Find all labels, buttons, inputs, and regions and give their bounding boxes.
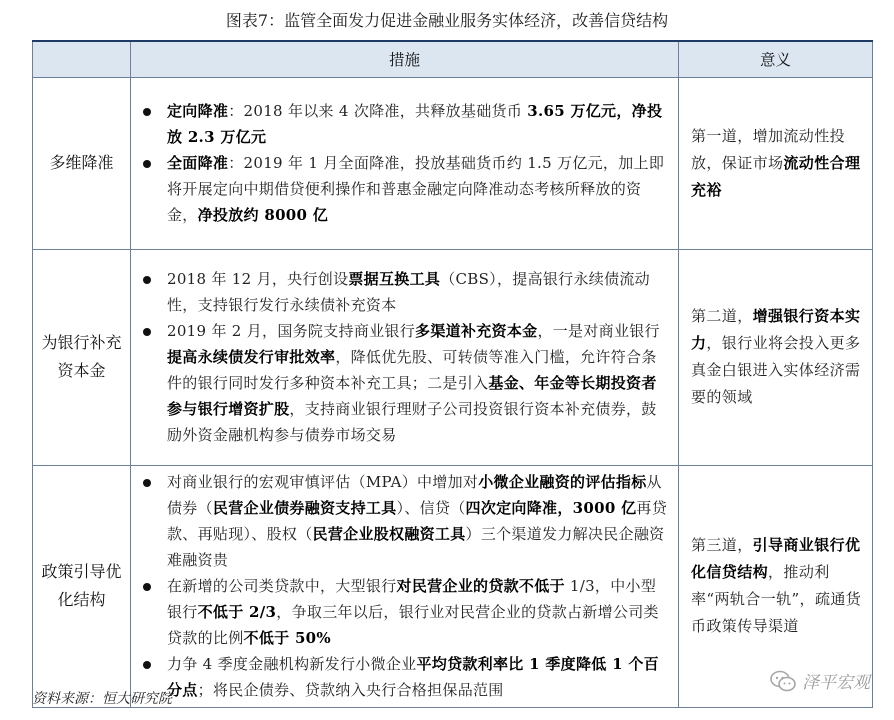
- policy-table: [32, 40, 873, 708]
- header-measures: 措施: [131, 41, 679, 77]
- header-blank: [33, 41, 131, 77]
- bold-text: 不低于 50%: [243, 629, 331, 647]
- bold-text: 净投放约 8000 亿: [197, 206, 329, 224]
- table-row: [33, 249, 873, 465]
- bold-text: 不低于 2/3: [197, 603, 277, 621]
- text-segment: 第三道，: [691, 536, 753, 554]
- text-segment: 1/3，中小型银行: [167, 577, 657, 621]
- bold-text: 引导商业银行优化信贷结构: [691, 536, 861, 581]
- bold-text: 提高永续债发行审批效率: [167, 348, 336, 366]
- bullet-dot-icon: [143, 661, 151, 669]
- bullet-dot-icon: [143, 276, 151, 284]
- watermark: [770, 668, 870, 693]
- text-segment: ，银行业将会投入更多真金白银进入实体经济需要的领域: [691, 334, 861, 406]
- figure-title: 图表7：监管全面发力促进金融业服务实体经济，改善信贷结构: [225, 11, 669, 30]
- text-segment: 第一道，增加流动性投放，保证市场: [691, 126, 846, 172]
- meaning-cell: [679, 249, 873, 465]
- measures-cell: [131, 465, 679, 707]
- measures-cell: [131, 249, 679, 465]
- row-label: 为银行补充资本金: [33, 249, 131, 465]
- table-header-row: [33, 41, 873, 77]
- text-segment: ，降低优先股、可转债等准入门槛，允许符合条件的银行同时发行多种资本补充工具；二是引入: [167, 348, 657, 392]
- text-segment: 在新增的公司类贷款中，大型银行: [167, 577, 397, 595]
- bold-text: 票据互换工具: [348, 270, 441, 288]
- table-row: [33, 77, 873, 249]
- bullet-item: [137, 573, 668, 651]
- bullet-text: [167, 573, 668, 651]
- bullet-item: [137, 266, 668, 318]
- wechat-icon: [770, 670, 796, 692]
- text-segment: 2019 年 2 月，国务院支持商业银行: [167, 322, 416, 340]
- bullet-dot-icon: [143, 479, 151, 487]
- text-segment: ，推动利率“两轨合一轨”，疏通货币政策传导渠道: [691, 563, 862, 635]
- bullet-text: [167, 318, 668, 448]
- text-segment: 第二道，: [691, 307, 753, 325]
- bold-text: 3.65 万亿元，净投放 2.3 万亿元: [167, 102, 663, 146]
- watermark-text: 泽平宏观: [802, 673, 870, 693]
- table-row: [33, 465, 873, 707]
- text-segment: ：2019 年 1 月全面降准，投放基础货币约 1.5 万亿元，加上即将开展定向中期借贷便利操作和普惠金融定向降准动态考核所释放的资金，: [167, 154, 665, 224]
- bold-text: 定向降准: [167, 102, 229, 120]
- bullet-item: [137, 651, 668, 703]
- bold-text: 小微企业融资的评估指标: [478, 473, 647, 491]
- bullet-dot-icon: [143, 583, 151, 591]
- text-segment: 2018 年 12 月，央行创设: [167, 270, 349, 288]
- bold-text: 平均贷款利率比 1 季度降低 1 个百分点: [167, 655, 659, 699]
- bold-text: 四次定向降准，3000 亿: [465, 499, 637, 517]
- bold-text: 民营企业债券融资支持工具: [212, 499, 397, 517]
- bullet-item: [137, 150, 668, 228]
- bold-text: 多渠道补充资本金: [415, 322, 538, 340]
- text-segment: ：2018 年以来 4 次降准，共释放基础货币: [228, 102, 528, 120]
- bullet-text: [167, 150, 668, 228]
- bold-text: 全面降准: [167, 154, 229, 172]
- bullet-item: [137, 318, 668, 448]
- text-segment: ；将民企债券、贷款纳入央行合格担保品范围: [197, 681, 504, 699]
- measures-cell: [131, 77, 679, 249]
- text-segment: 对商业银行的宏观审慎评估（MPA）中增加对: [167, 473, 479, 491]
- bullet-dot-icon: [143, 108, 151, 116]
- bullet-dot-icon: [143, 160, 151, 168]
- bullet-text: [167, 469, 668, 573]
- text-segment: 再贷款、再贴现）、股权（: [167, 499, 668, 543]
- bullet-item: [137, 469, 668, 573]
- source-note: 资料来源：恒大研究院: [32, 691, 172, 707]
- bullet-text: [167, 651, 668, 703]
- bullet-dot-icon: [143, 328, 151, 336]
- text-segment: ）、信贷（: [396, 499, 466, 517]
- bullet-text: [167, 98, 668, 150]
- row-label: 多维降准: [33, 77, 131, 249]
- bullet-item: [137, 98, 668, 150]
- text-segment: 力争 4 季度金融机构新发行小微企业: [167, 655, 417, 673]
- bullet-text: [167, 266, 668, 318]
- row-label: 政策引导优化结构: [33, 465, 131, 707]
- header-meaning: 意义: [679, 41, 873, 77]
- text-segment: （CBS），提高银行永续债流动性，支持银行发行永续债补充资本: [167, 270, 650, 314]
- text-segment: ，争取三年以后，银行业对民营企业的贷款占新增公司类贷款的比例: [167, 603, 659, 647]
- meaning-cell: [679, 77, 873, 249]
- bold-text: 对民营企业的贷款不低于: [396, 577, 565, 595]
- text-segment: ）三个渠道发力解决民企融资难融资贵: [167, 525, 665, 569]
- text-segment: ，一是对商业银行: [537, 322, 660, 340]
- text-segment: 从债券（: [167, 473, 662, 517]
- bold-text: 流动性合理充裕: [691, 153, 861, 199]
- bold-text: 增强银行资本实力: [691, 307, 861, 352]
- text-segment: ，支持商业银行理财子公司投资银行资本补充债券，鼓励外资金融机构参与债券市场交易: [167, 400, 657, 444]
- bold-text: 基金、年金等长期投资者参与银行增资扩股: [167, 374, 657, 418]
- bold-text: 民营企业股权融资工具: [312, 525, 466, 543]
